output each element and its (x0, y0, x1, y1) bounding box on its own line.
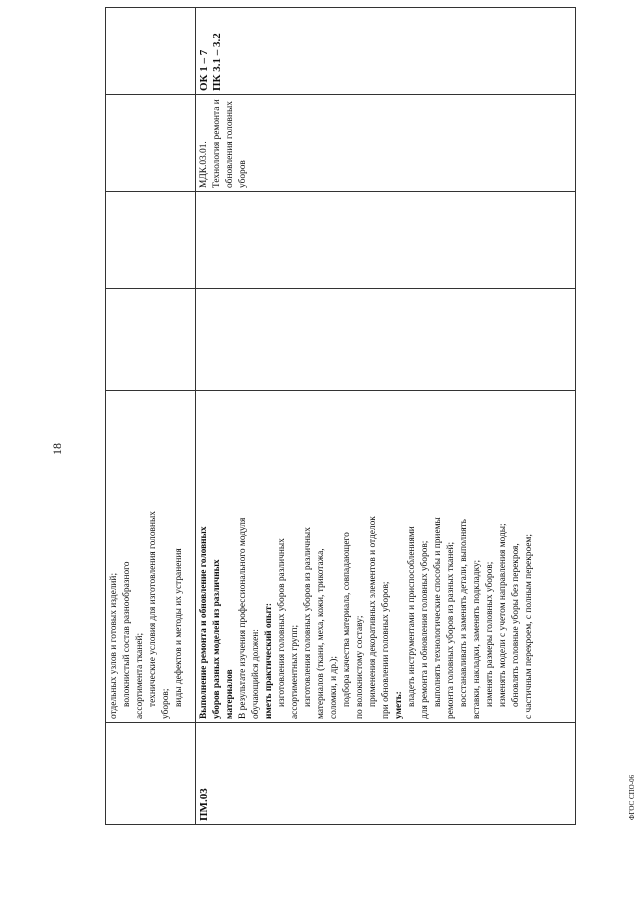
skills-line: вставки, накладки, заменять подкладку; (472, 559, 482, 719)
competencies-pk: ПК 3.1 – 3.2 (211, 33, 223, 91)
rotated-table-wrapper (105, 33, 575, 825)
experience-line: подбора качества материала, совпадающего (342, 532, 352, 707)
skills-header: уметь: (394, 691, 404, 719)
experience-line: при обновлении головных уборов; (381, 581, 391, 719)
continuation-line: отдельных узлов и готовых изделий; (109, 572, 119, 719)
experience-header: иметь практический опыт: (264, 603, 274, 719)
code-cell-empty (106, 723, 196, 825)
experience-line: изготовления головных уборов из различных (303, 527, 313, 707)
mdk-text: МДК.03.01. Технология ремонта и обновления головных уборов (199, 99, 248, 188)
experience-line: применения декоративных элементов и отделок (368, 516, 378, 707)
experience-line: соломки, и др.); (329, 656, 339, 719)
skills-line: владеть инструментами и приспособлениями (407, 526, 417, 707)
empty-cell (106, 95, 196, 192)
experience-line: ассортиментных групп; (290, 624, 300, 719)
page-number: 18 (50, 443, 64, 455)
skills-line: выполнять технологические способы и приемы (433, 517, 443, 707)
skills-line: изменять размеры головных уборов; (485, 561, 495, 707)
empty-cell (106, 289, 196, 391)
module-title: материалов (225, 669, 235, 719)
continuation-cell (106, 391, 196, 723)
module-title: уборов разных моделей из различных (212, 559, 222, 719)
module-intro: обучающийся должен: (251, 629, 261, 719)
empty-cell (196, 192, 576, 289)
module-code-cell (196, 723, 576, 825)
table-row (196, 8, 576, 825)
footer-mark: ФГОС СПО-06 (628, 774, 636, 820)
skills-line: с частичным перекроем, с полным перекроем; (524, 534, 534, 719)
competencies-ok: ОК 1 – 7 (198, 49, 210, 91)
continuation-line: волокнистый состав разнообразного (122, 561, 132, 707)
module-code: ПМ.03 (198, 788, 210, 821)
skills-line: обновлять головные уборы без перекроя, (511, 543, 521, 707)
mdk-cell (196, 95, 576, 192)
table-row (106, 8, 196, 825)
experience-line: изготовления головных уборов различных (277, 538, 287, 707)
skills-line: изменять модели с учетом направления моды; (498, 523, 508, 707)
competencies-cell (196, 8, 576, 95)
continuation-line: ассортимента тканей; (135, 632, 145, 719)
empty-cell (106, 192, 196, 289)
skills-line: для ремонта и обновления головных уборов; (420, 540, 430, 719)
skills-line: ремонта головных уборов из разных тканей; (446, 541, 456, 719)
skills-line: восстанавливать и заменять детали, выполнять (459, 519, 469, 707)
continuation-line: виды дефектов и методы их устранения (174, 548, 184, 707)
module-intro: В результате изучения профессионального модуля (238, 517, 248, 719)
empty-cell (196, 289, 576, 391)
curriculum-table (105, 7, 576, 825)
experience-line: по волокнистому составу; (355, 615, 365, 719)
experience-line: материалов (ткани, меха, кожи, трикотажа, (316, 548, 326, 719)
module-title: Выполнение ремонта и обновление головных (199, 526, 209, 719)
module-description-cell (196, 391, 576, 723)
empty-cell (106, 8, 196, 95)
continuation-line: уборов; (161, 688, 171, 719)
continuation-line: технические условия для изготовления головных (148, 511, 158, 707)
